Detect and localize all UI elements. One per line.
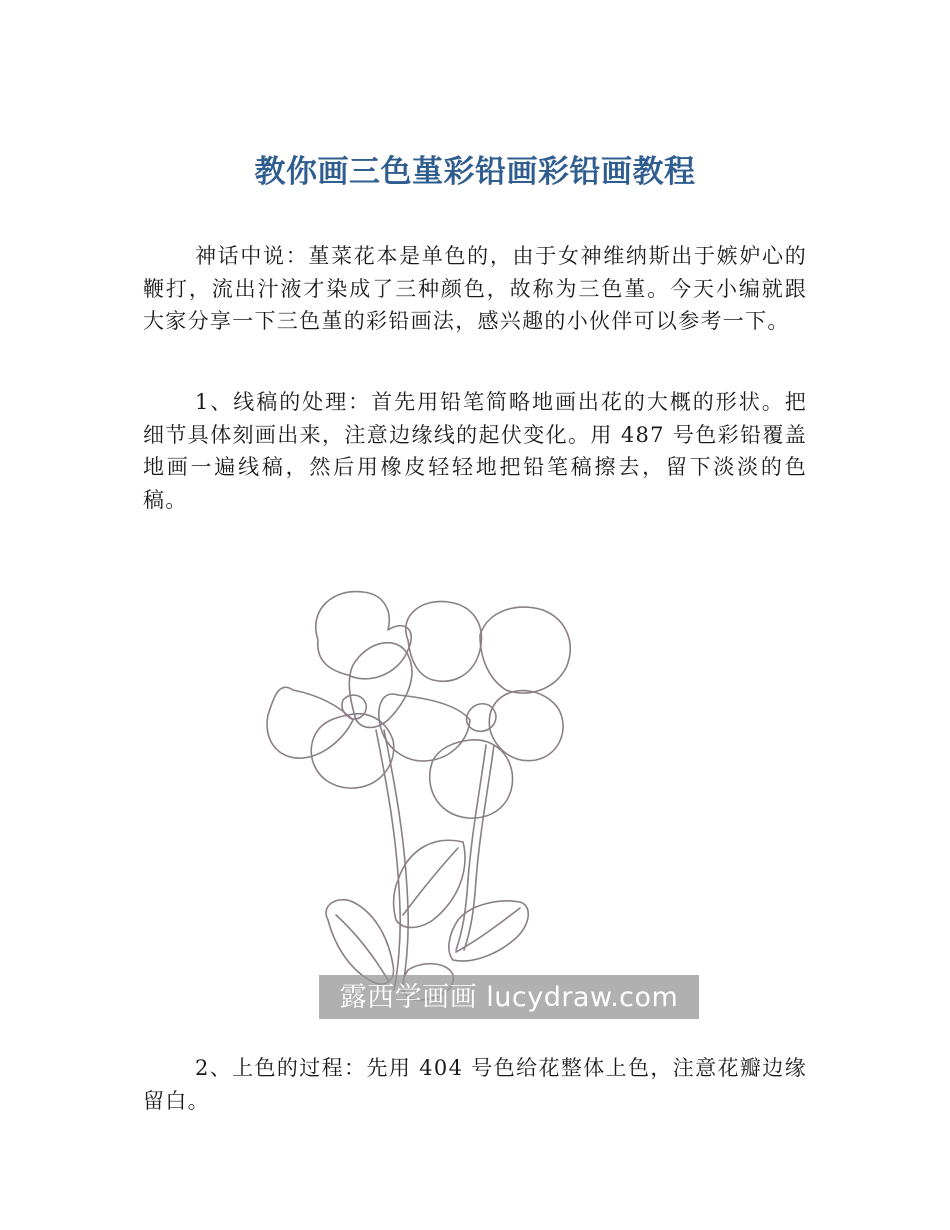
document-title: 教你画三色堇彩铅画彩铅画教程 xyxy=(254,154,696,190)
leaf-1-vein xyxy=(403,848,458,915)
right-flower-upper-right-petal xyxy=(480,607,570,693)
image-watermark: 露西学画画 lucydraw.com xyxy=(339,982,679,1013)
pansy-line-sketch-image xyxy=(258,580,708,1020)
right-flower-left-petal xyxy=(379,694,470,761)
right-stem-edge xyxy=(464,745,494,950)
left-flower-upper-petal xyxy=(316,592,411,679)
left-flower-side-petal xyxy=(267,687,353,758)
right-flower-upper-left-petal xyxy=(406,601,482,681)
right-flower-lower-petal xyxy=(430,740,513,818)
intro-paragraph: 神话中说：堇菜花本是单色的，由于女神维纳斯出于嫉妒心的鞭打，流出汁液才染成了三种颜色，故称为三色堇。今天小编就跟大家分享一下三色堇的彩铅画法，感兴趣的小伙伴可以参考一下。 xyxy=(143,244,807,333)
step-2-paragraph: 2、上色的过程：先用 404 号色给花整体上色，注意花瓣边缘留白。 xyxy=(143,1056,807,1113)
right-flower-center xyxy=(467,704,496,731)
step-1-paragraph: 1、线稿的处理：首先用铅笔简略地画出花的大概的形状。把细节具体刻画出来，注意边缘线的起伏变化。用 487 号色彩铅覆盖地画一遍线稿，然后用橡皮轻轻地把铅笔稿擦去，留下淡淡的色稿。 xyxy=(143,390,807,512)
left-flower-right-petal xyxy=(349,643,412,728)
leaf-2-vein xyxy=(336,915,388,980)
